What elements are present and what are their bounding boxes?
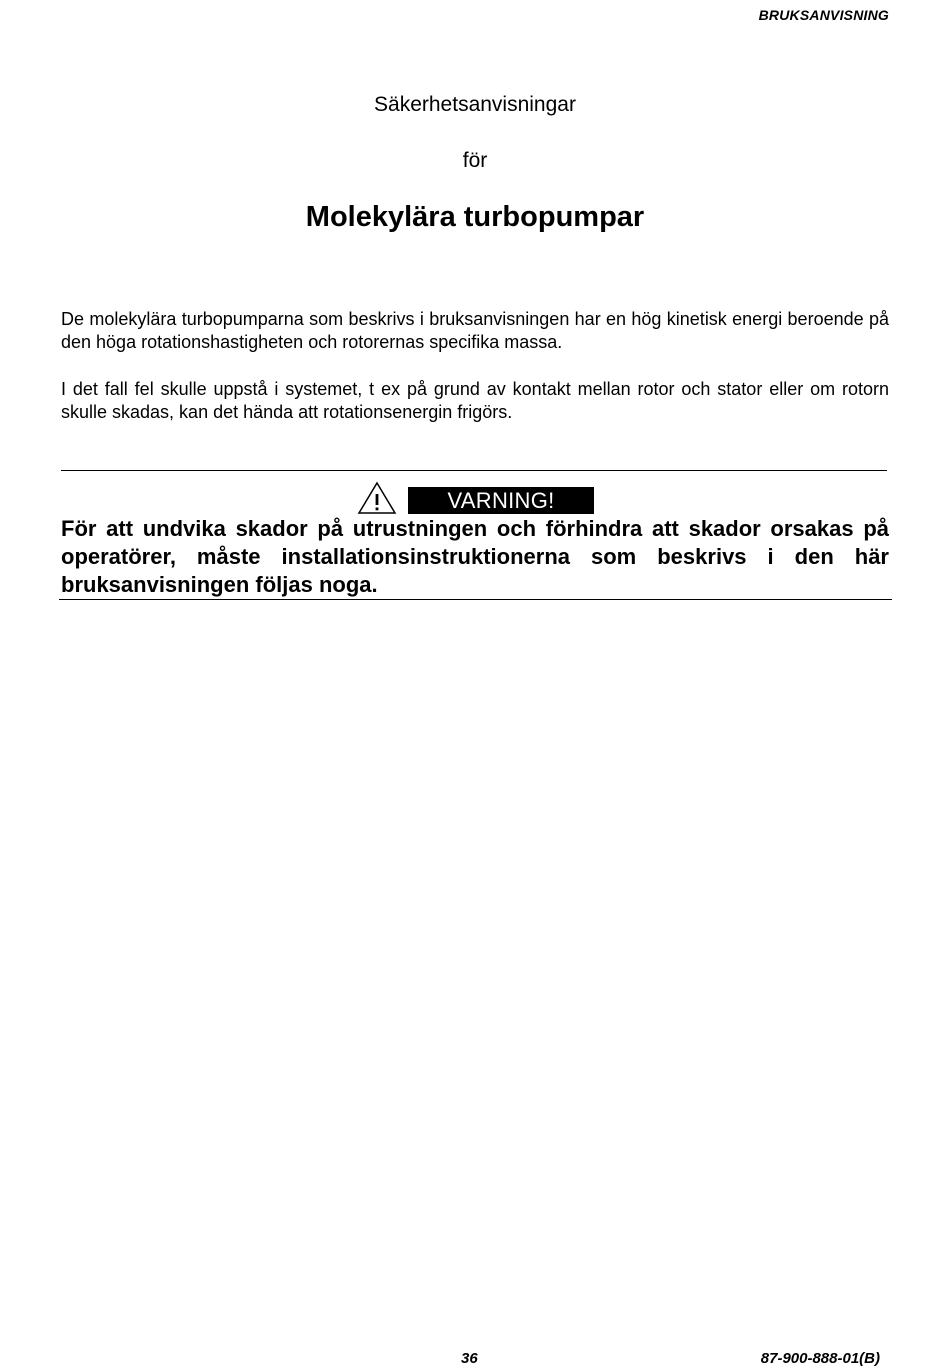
page-title: Molekylära turbopumpar [305, 201, 645, 233]
document-code: 87-900-888-01(B) [760, 1350, 880, 1367]
warning-header [357, 481, 597, 515]
warning-text: För att undvika skador på utrustningen och förhindra att skador orsakas på operatörer, måste installationsinstruktionerna som beskrivs i den här bruksanvisningen följas noga. [61, 516, 889, 597]
body-paragraph-2: I det fall fel skulle uppstå i systemet, t ex på grund av kontakt mellan rotor och stator eller om rotorn skulle skadas, kan det hända att rotationsenergin frigörs. [61, 379, 889, 422]
title-line-1: Säkerhetsanvisningar [374, 93, 576, 116]
warning-label: VARNING! [408, 487, 594, 514]
body-paragraph-1: De molekylära turbopumparna som beskrivs i bruksanvisningen har en hög kinetisk energi beroende på den höga rotationshastigheten och rotorernas specifika massa. [61, 309, 889, 352]
warning-triangle-icon [357, 481, 397, 515]
divider-top [61, 470, 887, 471]
page-number: 36 [461, 1350, 478, 1367]
title-line-2: för [462, 149, 488, 172]
divider-bottom [59, 599, 892, 600]
header-label: BRUKSANVISNING [758, 7, 889, 23]
